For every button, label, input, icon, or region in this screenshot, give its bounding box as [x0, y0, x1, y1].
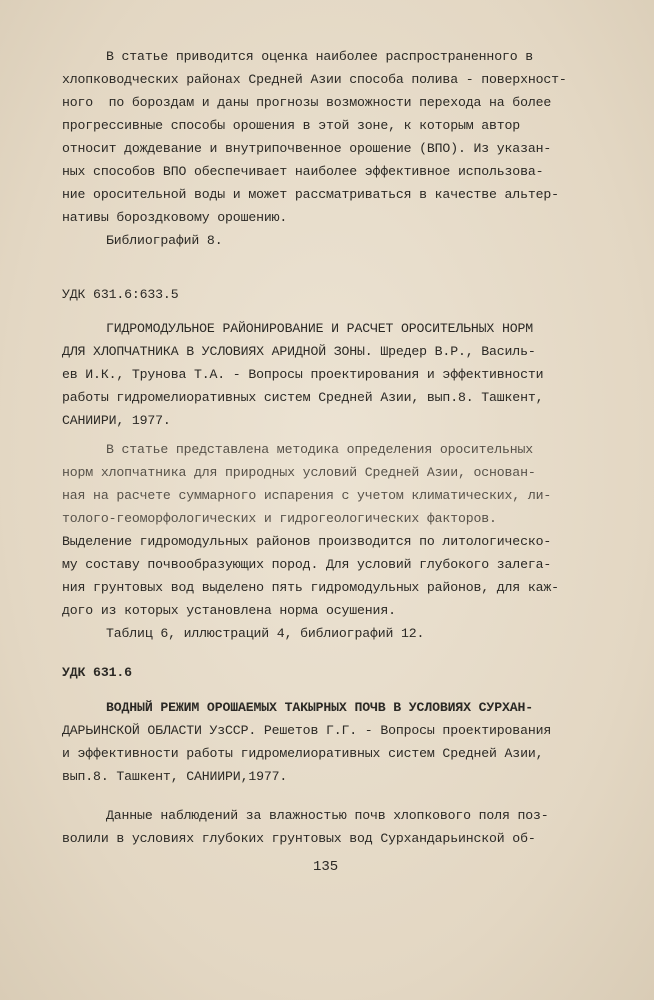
abstract1-line: В статье приводится оценка наиболее распространенного в [106, 49, 534, 64]
entry1-udk: УДК 631.6:633.5 [62, 287, 179, 302]
entry2-abstract-line: Данные наблюдений за влажностью почв хлопкового поля поз- [106, 808, 549, 823]
entry1-abstract-line: норм хлопчатника для природных условий Средней Азии, основан- [62, 465, 536, 480]
abstract1-bibliography: Библиографий 8. [106, 233, 223, 248]
entry1-abstract-line: В статье представлена методика определения оросительных [106, 442, 534, 457]
entry1-abstract-line: толого-геоморфологических и гидрогеологических факторов. [62, 511, 497, 526]
entry1-title-line: ДЛЯ ХЛОПЧАТНИКА В УСЛОВИЯХ АРИДНОЙ ЗОНЫ. Шредер В.Р., Василь- [62, 344, 536, 359]
entry2-abstract-line: волили в условиях глубоких грунтовых вод Сурхандарьинской об- [62, 831, 536, 846]
entry1-abstract-line: Выделение гидромодульных районов производится по литологическо- [62, 534, 552, 549]
entry2-title-line: ДАРЬИНСКОЙ ОБЛАСТИ УзССР. Решетов Г.Г. - Вопросы проектирования [62, 723, 552, 738]
entry1-abstract-line: му составу почвообразующих пород. Для условий глубокого залега- [62, 557, 552, 572]
page-number: 135 [313, 859, 339, 875]
entry2-udk: УДК 631.6 [62, 665, 132, 680]
abstract1-line: ние оросительной воды и может рассматриваться в качестве альтер- [62, 187, 559, 202]
abstract1-line: относит дождевание и внутрипочвенное орошение (ВПО). Из указан- [62, 141, 552, 156]
entry1-abstract-line: ная на расчете суммарного испарения с учетом климатических, ли- [62, 488, 552, 503]
entry1-note: Таблиц 6, иллюстраций 4, библиографий 12. [106, 626, 425, 641]
abstract1-line: ных способов ВПО обеспечивает наиболее эффективное использова- [62, 164, 544, 179]
entry2-title-line: вып.8. Ташкент, САНИИРИ,1977. [62, 769, 288, 784]
abstract1-line: нативы бороздковому орошению. [62, 210, 288, 225]
entry1-title-line: ев И.К., Трунова Т.А. - Вопросы проектирования и эффективности [62, 367, 544, 382]
entry1-title-line: САНИИРИ, 1977. [62, 413, 171, 428]
entry2-title-line: и эффективности работы гидромелиоративных систем Средней Азии, [62, 746, 544, 761]
entry1-abstract-line: ния грунтовых вод выделено пять гидромодульных районов, для каж- [62, 580, 559, 595]
abstract1-line: хлопководческих районах Средней Азии способа полива - поверхност- [62, 72, 567, 87]
abstract1-line: прогрессивные способы орошения в этой зоне, к которым автор [62, 118, 521, 133]
entry1-title-line: работы гидромелиоративных систем Средней Азии, вып.8. Ташкент, [62, 390, 544, 405]
entry2-title-line: ВОДНЫЙ РЕЖИМ ОРОШАЕМЫХ ТАКЫРНЫХ ПОЧВ В УСЛОВИЯХ СУРХАН- [106, 700, 534, 715]
abstract1-line: ного по бороздам и даны прогнозы возможности перехода на более [62, 95, 552, 110]
entry1-title-line: ГИДРОМОДУЛЬНОЕ РАЙОНИРОВАНИЕ И РАСЧЕТ ОРОСИТЕЛЬНЫХ НОРМ [106, 321, 534, 336]
entry1-abstract-line: дого из которых установлена норма осушения. [62, 603, 396, 618]
